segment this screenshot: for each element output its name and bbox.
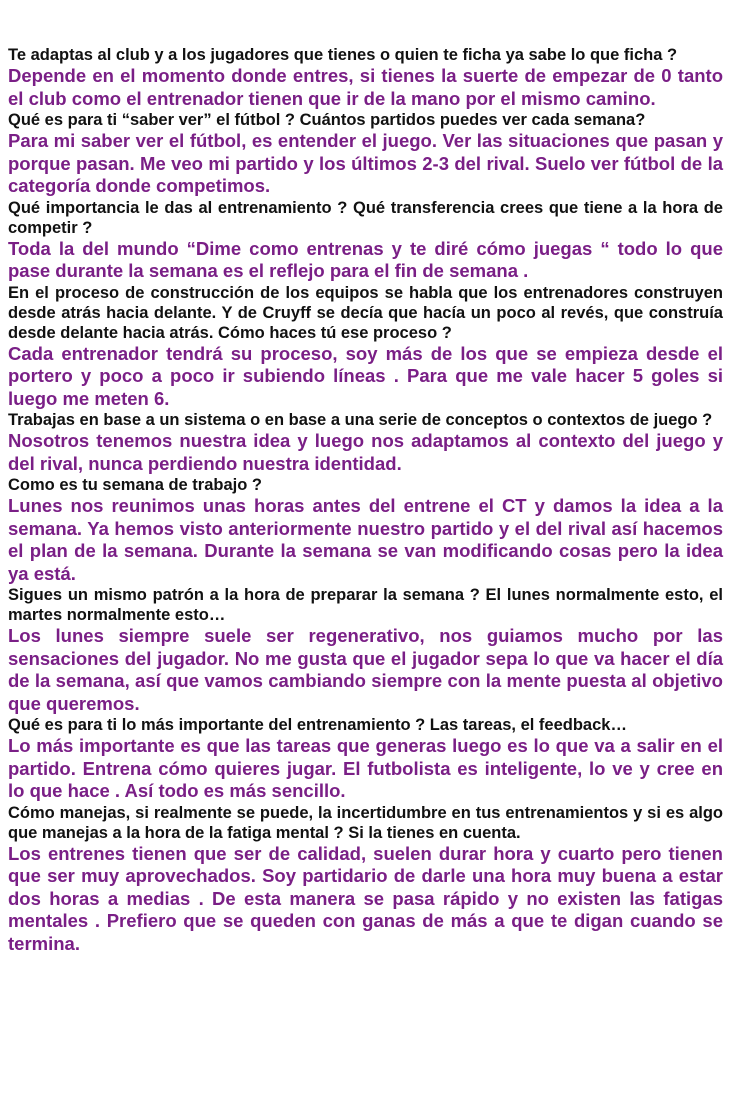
answer-2: Para mi saber ver el fútbol, es entender el juego. Ver las situaciones que pasan y porque pasan. Me veo mi partido y los últimos 2-3 del rival. Suelo ver fútbol de la categoría donde competimos. (8, 130, 723, 196)
answer-1: Depende en el momento donde entres, si tienes la suerte de empezar de 0 tanto el club como el entrenador tienen que ir de la mano por el mismo camino. (8, 65, 723, 109)
question-2: Qué es para ti “saber ver” el fútbol ? Cuántos partidos puedes ver cada semana? (8, 111, 646, 129)
question-4: En el proceso de construcción de los equipos se habla que los entrenadores construyen desde atrás hacia delante. Y de Cruyff se decía que hacía un poco al revés, que construía desde delante hacia atrás. Cómo haces tú ese proceso ? (8, 283, 723, 342)
answer-6: Lunes nos reunimos unas horas antes del entrene el CT y damos la idea a la semana. Ya hemos visto anteriormente nuestro partido y el del rival así hacemos el plan de la semana. Durante la semana se van modificando cosas pero la idea ya está. (8, 495, 723, 584)
question-7: Sigues un mismo patrón a la hora de preparar la semana ? El lunes normalmente esto, el martes normalmente esto… (8, 586, 723, 624)
question-5: Trabajas en base a un sistema o en base a una serie de conceptos o contextos de juego ? (8, 411, 713, 429)
answer-7: Los lunes siempre suele ser regenerativo, nos guiamos mucho por las sensaciones del jugador. No me gusta que el jugador sepa lo que va hacer el día de la semana, así que vamos cambiando siempre con la mente puesta al objetivo que queremos. (8, 625, 723, 714)
interview-document (8, 45, 723, 955)
answer-4: Cada entrenador tendrá su proceso, soy más de los que se empieza desde el portero y poco a poco ir subiendo líneas . Para que me vale hacer 5 goles si luego me meten 6. (8, 342, 723, 409)
answer-5: Nosotros tenemos nuestra idea y luego nos adaptamos al contexto del juego y del rival, nunca perdiendo nuestra identidad. (8, 430, 723, 474)
question-1: Te adaptas al club y a los jugadores que tienes o quien te ficha ya sabe lo que ficha ? (8, 46, 678, 64)
question-6: Como es tu semana de trabajo ? (8, 476, 262, 494)
answer-9: Los entrenes tienen que ser de calidad, suelen durar hora y cuarto pero tienen que ser muy aprovechados. Soy partidario de darle una hora muy buena a estar dos horas a medias . De esta manera se pasa rápido y no existen las fatigas mentales . Prefiero que se queden con ganas de más a que te digan cuando se termina. (8, 842, 723, 954)
answer-3: Toda la del mundo “Dime como entrenas y te diré cómo juegas “ todo lo que pase durante la semana es el reflejo para el fin de semana . (8, 237, 723, 281)
question-8: Qué es para ti lo más importante del entrenamiento ? Las tareas, el feedback… (8, 716, 627, 734)
question-3: Qué importancia le das al entrenamiento ? Qué transferencia crees que tiene a la hora de competir ? (8, 198, 723, 237)
answer-8: Lo más importante es que las tareas que generas luego es lo que va a salir en el partido. Entrena cómo quieres jugar. El futbolista es inteligente, lo ve y cree en lo que hace . Así todo es más sencillo. (8, 735, 723, 801)
question-9: Cómo manejas, si realmente se puede, la incertidumbre en tus entrenamientos y si es algo que manejas a la hora de la fatiga mental ? Si la tienes en cuenta. (8, 803, 723, 842)
